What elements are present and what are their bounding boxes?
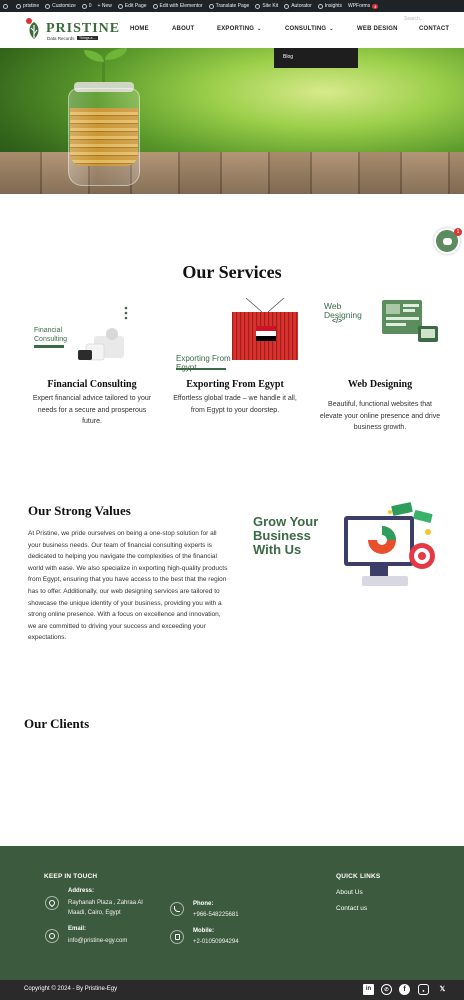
email-icon xyxy=(45,929,59,943)
phone-icon xyxy=(170,902,184,916)
service-desc-financial: Expert financial advice tailored to your needs for a secure and prosperous future. xyxy=(32,395,152,425)
admin-site-label: pristine xyxy=(23,3,40,9)
admin-new[interactable] xyxy=(98,3,112,9)
services-heading: Our Services xyxy=(182,262,282,282)
logo-notification-badge xyxy=(26,18,32,24)
nav-home[interactable]: HOME xyxy=(130,26,149,32)
admin-wordpress[interactable] xyxy=(3,4,10,9)
elementor-icon xyxy=(153,4,158,9)
hero-leaf xyxy=(105,48,127,60)
admin-insights[interactable] xyxy=(318,3,342,9)
admin-sitekit-label: Site Kit xyxy=(262,3,279,9)
footer-phone-value[interactable]: +966-548225681 xyxy=(193,912,239,918)
autorator-icon xyxy=(284,4,289,9)
service-title-web: Web Designing xyxy=(347,379,413,390)
chevron-down-icon: ⌄ xyxy=(329,26,334,32)
footer-mobile-label: Mobile: xyxy=(193,928,214,934)
admin-wpforms-label: WPForms xyxy=(348,3,371,9)
financial-consulting-image xyxy=(34,300,134,370)
web-designing-image xyxy=(322,296,442,346)
whatsapp-icon[interactable]: ✆ xyxy=(381,984,392,995)
footer-link-about[interactable]: About Us xyxy=(336,889,363,896)
logo-name: PRISTINE xyxy=(46,21,121,36)
location-icon xyxy=(45,896,59,910)
chevron-down-icon: ⌄ xyxy=(257,26,262,32)
admin-comments-count: 0 xyxy=(88,3,92,9)
code-icon: </> xyxy=(332,318,343,325)
values-heading: Our Strong Values xyxy=(28,503,131,518)
copyright-text: Copyright © 2024 - By Pristine-Egy xyxy=(24,986,118,992)
wordpress-icon xyxy=(3,4,8,9)
site-footer xyxy=(0,846,464,980)
admin-edit-page[interactable] xyxy=(118,3,147,9)
footer-link-contact[interactable]: Contact us xyxy=(336,905,368,912)
hero-image xyxy=(0,48,464,194)
admin-elementor-label: Edit with Elementor xyxy=(159,3,203,9)
web-designing-caption: Web Designing xyxy=(324,301,362,320)
admin-autorator-label: Autorator xyxy=(291,3,312,9)
service-desc-exporting: Effortless global trade – we handle it all, from Egypt to your doorstep. xyxy=(173,395,297,414)
comment-icon xyxy=(82,4,87,9)
hero-jar xyxy=(68,88,140,186)
growth-illustration xyxy=(340,502,440,594)
admin-wpforms[interactable] xyxy=(348,3,378,9)
exporting-caption: Exporting From Egypt xyxy=(176,354,231,372)
chart-icon xyxy=(318,4,323,9)
nav-consulting-label: CONSULTING xyxy=(285,26,327,32)
nav-consulting[interactable] xyxy=(285,26,334,36)
admin-new-label: + New xyxy=(97,3,112,9)
logo-subtitle: Data Records xyxy=(47,36,75,41)
admin-customize-label: Customize xyxy=(52,3,76,9)
translate-icon xyxy=(209,4,214,9)
clients-heading: Our Clients xyxy=(24,716,90,731)
google-icon xyxy=(255,4,260,9)
home-icon xyxy=(16,4,21,9)
footer-keep-in-touch-heading: KEEP IN TOUCH xyxy=(44,873,98,880)
web-design-illustration xyxy=(378,298,440,344)
grow-business-text: Grow Your Business With Us xyxy=(253,514,319,557)
nav-exporting[interactable] xyxy=(217,26,262,36)
footer-phone-label: Phone: xyxy=(193,901,214,907)
facebook-icon[interactable]: f xyxy=(399,984,410,995)
admin-edit-page-label: Edit Page xyxy=(124,3,147,9)
admin-sitekit[interactable] xyxy=(255,3,278,9)
service-desc-web: Beautiful, functional websites that elevate your online presence and drive business growth. xyxy=(319,401,441,431)
nav-exporting-label: EXPORTING xyxy=(217,26,255,32)
footer-address-label: Address: xyxy=(68,888,95,894)
search-hint[interactable]: Search.. xyxy=(404,16,423,22)
exporting-image xyxy=(176,298,300,372)
nav-contact[interactable]: CONTACT xyxy=(419,26,450,32)
footer-email-value[interactable]: info@pristine-egy.com xyxy=(68,938,128,944)
logo-tagline: Things a ... xyxy=(79,36,97,40)
chat-icon xyxy=(443,238,452,245)
admin-site-name[interactable] xyxy=(16,3,39,9)
wpforms-count-badge: 4 xyxy=(374,3,377,9)
nav-about[interactable]: ABOUT xyxy=(172,26,195,32)
footer-bottom-bar xyxy=(0,980,464,1000)
footer-address-value: Rayhanah Plaza , Zahraa Al Maadi, Cairo, Egypt xyxy=(68,900,143,916)
nav-web-design[interactable]: WEB DESIGN xyxy=(357,26,398,32)
brush-icon xyxy=(45,4,50,9)
wp-admin-bar xyxy=(0,0,464,12)
chat-widget-button[interactable] xyxy=(434,228,460,254)
admin-autorator[interactable] xyxy=(284,3,312,9)
dropdown-item-blog[interactable]: Blog xyxy=(283,54,294,60)
admin-insights-label: Insights xyxy=(324,3,342,9)
admin-translate-label: Translate Page xyxy=(215,3,250,9)
service-title-exporting: Exporting From Egypt xyxy=(186,379,284,390)
admin-customize[interactable] xyxy=(45,3,76,9)
x-icon[interactable]: 𝕏 xyxy=(439,986,446,993)
admin-translate[interactable] xyxy=(209,3,250,9)
consulting-dropdown xyxy=(274,48,358,68)
admin-comments[interactable] xyxy=(82,3,92,9)
mobile-icon xyxy=(170,930,184,944)
hero-leaf xyxy=(84,50,104,62)
admin-elementor[interactable] xyxy=(153,3,203,9)
footer-quick-links-heading: QUICK LINKS xyxy=(336,873,381,880)
linkedin-icon[interactable]: in xyxy=(363,984,374,995)
footer-mobile-value[interactable]: +2-01050994294 xyxy=(193,939,239,945)
chat-badge: 1 xyxy=(454,228,462,236)
footer-email-label: Email: xyxy=(68,926,87,932)
pencil-icon xyxy=(118,4,123,9)
service-title-financial: Financial Consulting xyxy=(47,379,137,390)
instagram-icon[interactable]: ● xyxy=(418,984,429,995)
values-paragraph: At Pristine, we pride ourselves on being a one-stop solution for all your business needs. Our team of financial consulting experts is dedicated to helping you navigate the complexities of the financial world with ease. We also specialize in exporting high-quality products from Egypt, ensuring that you have access to the best that the region has to offer. Additionally, our web designing services are tailored to showcase the unique identity of your business, providing you with a strong online presence. With a focus on excellence and innovation, we are committed to driving your success and exceeding your expectations. xyxy=(28,530,228,642)
site-logo[interactable] xyxy=(26,18,121,44)
financial-consulting-caption: Financial Consulting xyxy=(34,327,68,343)
